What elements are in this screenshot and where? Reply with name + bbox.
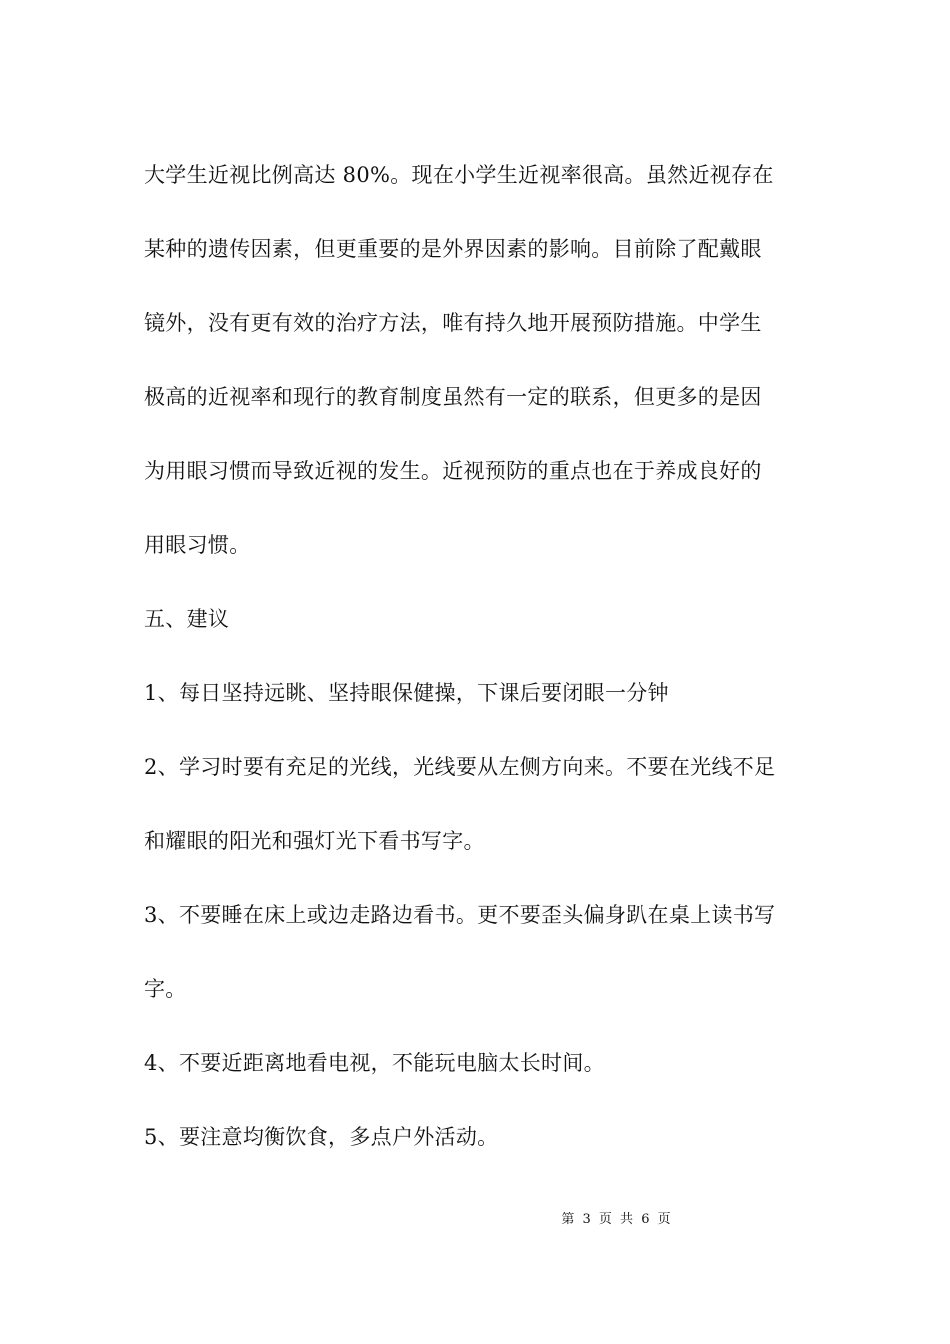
list-item: 2、学习时要有充足的光线，光线要从左侧方向来。不要在光线不足 — [144, 755, 776, 779]
list-item: 3、不要睡在床上或边走路边看书。更不要歪头偏身趴在桌上读书写 — [144, 903, 776, 927]
text-line: 极高的近视率和现行的教育制度虽然有一定的联系，但更多的是因 — [144, 385, 762, 409]
body-text — [144, 138, 808, 1174]
list-item-continuation: 字。 — [144, 977, 187, 1001]
text-line: 某种的遗传因素，但更重要的是外界因素的影响。目前除了配戴眼 — [144, 237, 762, 261]
list-item: 5、要注意均衡饮食，多点户外活动。 — [144, 1125, 499, 1149]
page-footer — [0, 1208, 950, 1227]
section-heading: 五、建议 — [144, 607, 230, 631]
page-number: 第 3 页 共 6 页 — [561, 1212, 673, 1227]
text-line: 大学生近视比例高达 80%。现在小学生近视率很高。虽然近视存在 — [144, 163, 774, 187]
list-item: 1、每日坚持远眺、坚持眼保健操，下课后要闭眼一分钟 — [144, 681, 669, 705]
list-item-continuation: 和耀眼的阳光和强灯光下看书写字。 — [144, 829, 485, 853]
text-line: 镜外，没有更有效的治疗方法，唯有持久地开展预防措施。中学生 — [144, 311, 762, 335]
text-line: 为用眼习惯而导致近视的发生。近视预防的重点也在于养成良好的 — [144, 459, 762, 483]
list-item: 4、不要近距离地看电视，不能玩电脑太长时间。 — [144, 1051, 605, 1075]
text-line: 用眼习惯。 — [144, 533, 251, 557]
